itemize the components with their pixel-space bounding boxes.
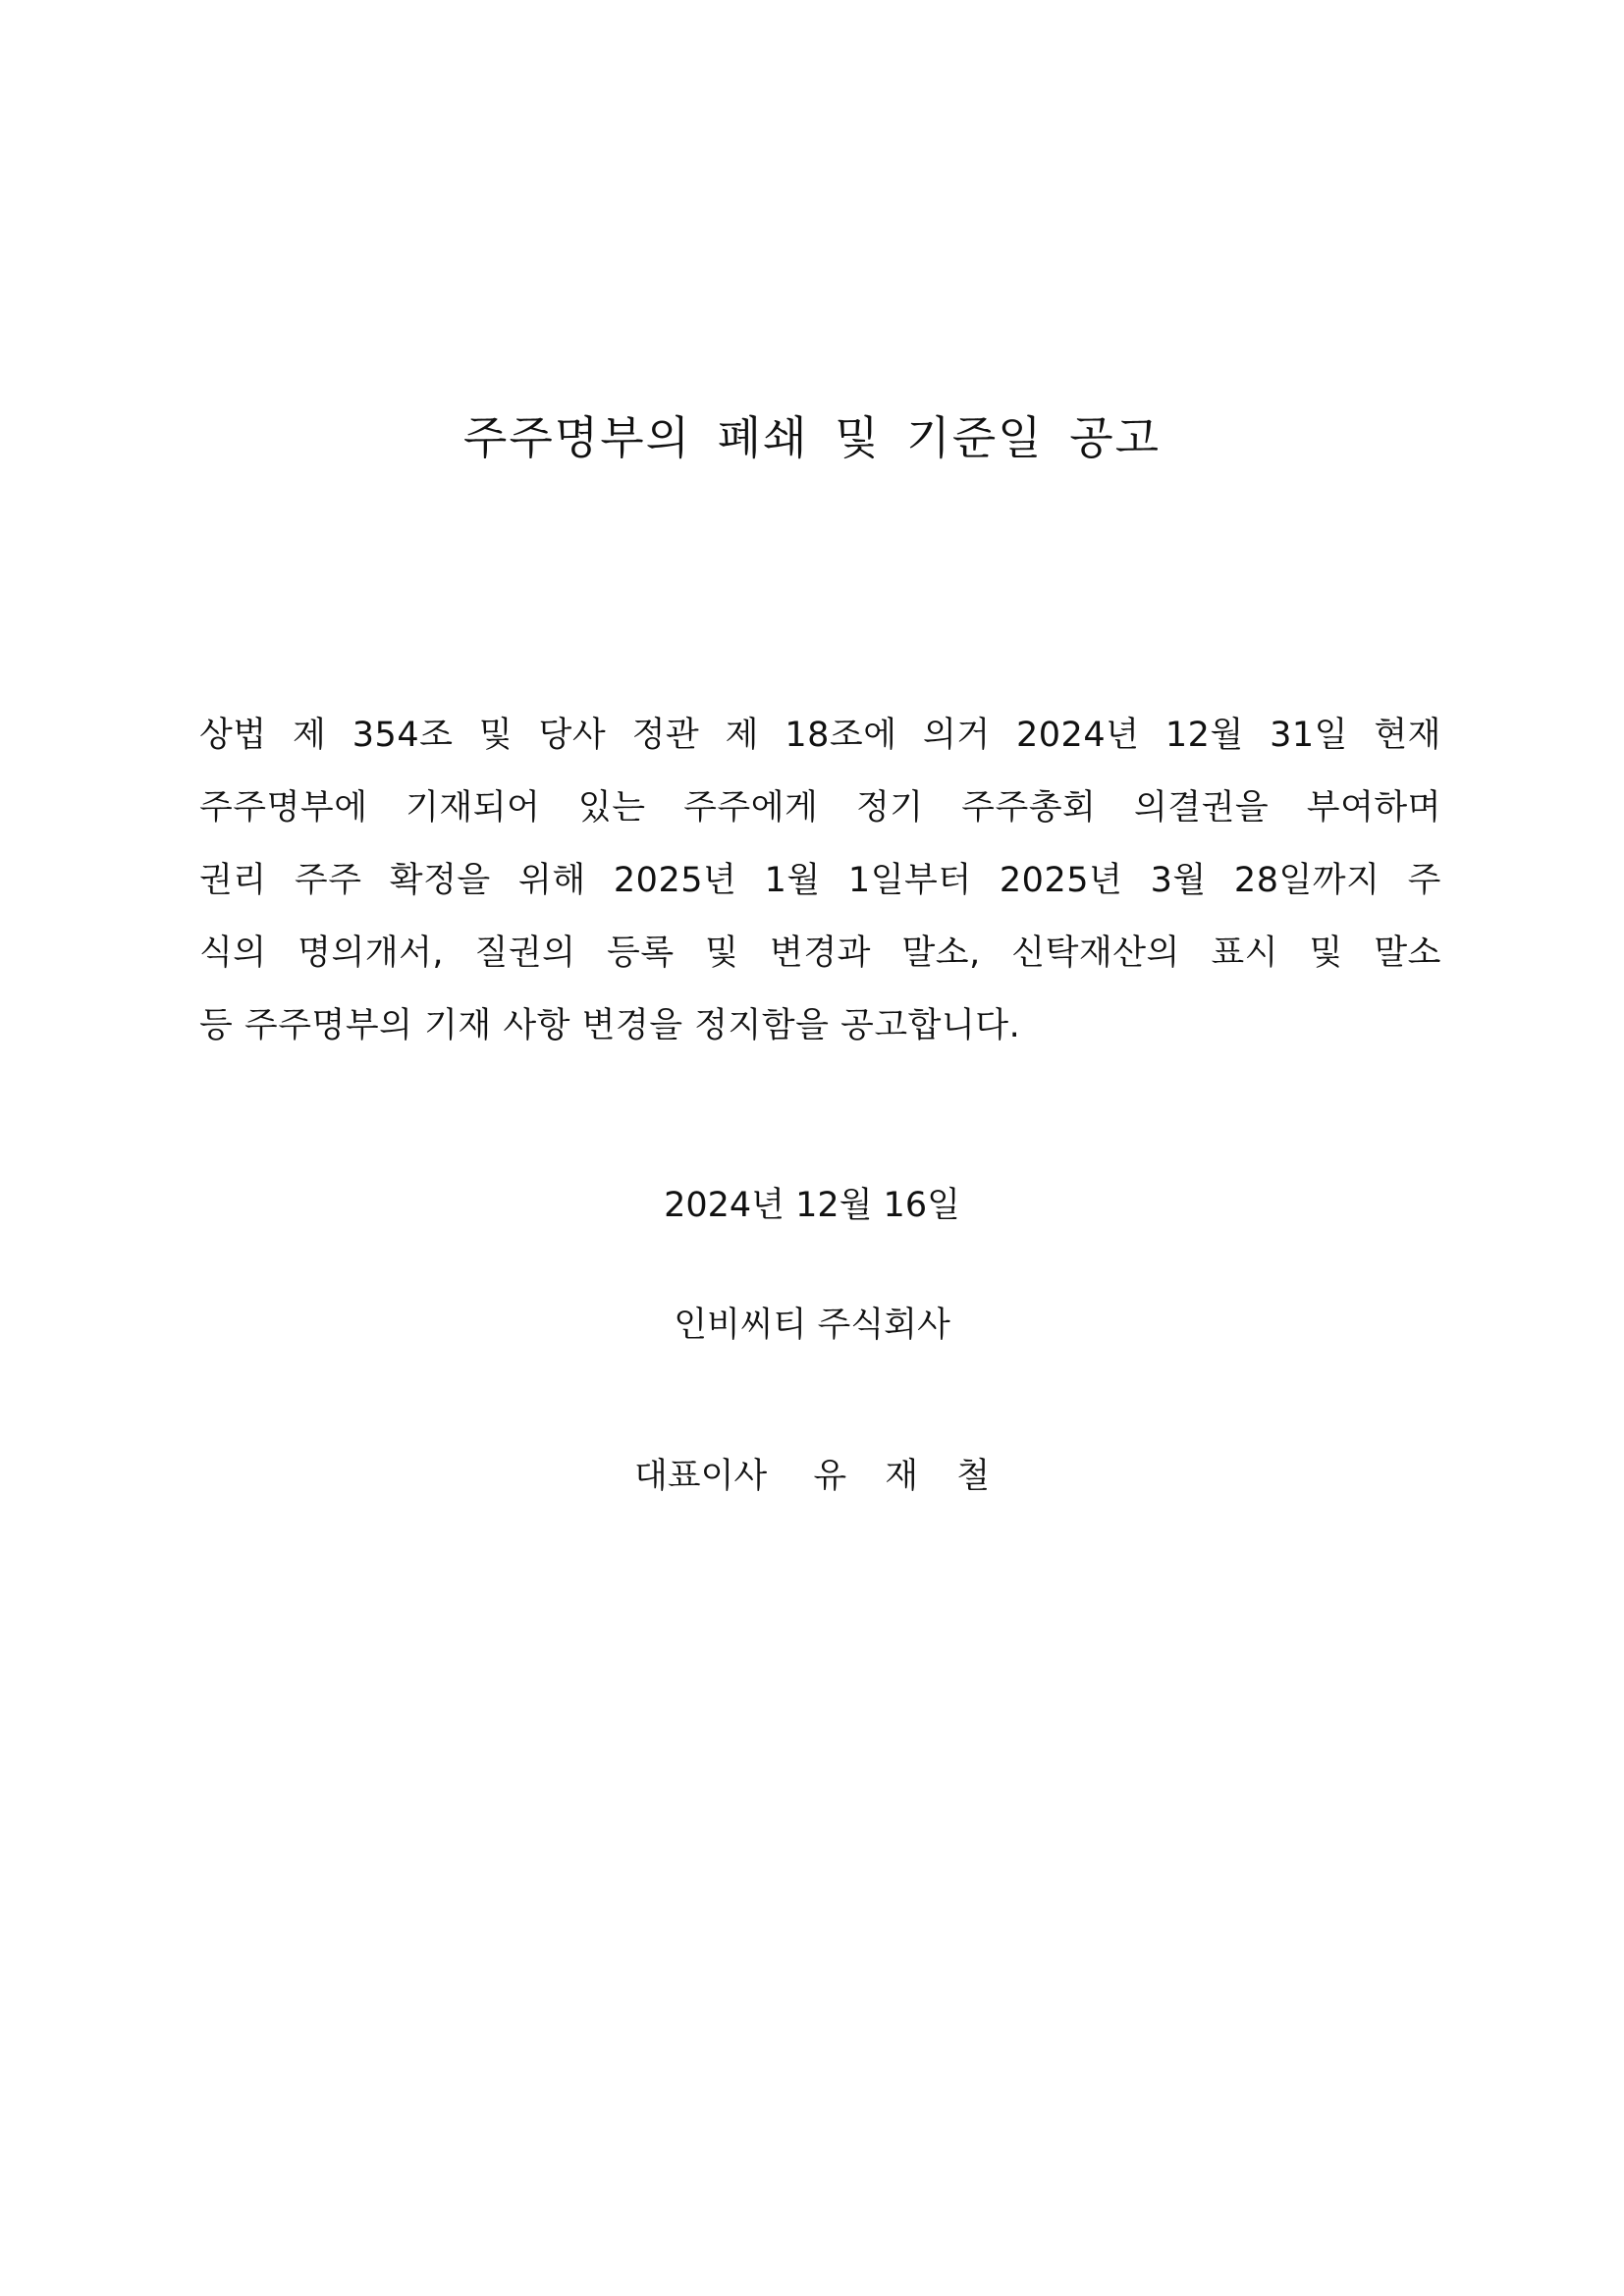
notice-body-line: 상법 제 354조 및 당사 정관 제 18조에 의거 2024년 12월 31일 현재 (199, 716, 1441, 755)
notice-title: 주주명부의 폐쇄 및 기준일 공고 (462, 411, 1162, 464)
notice-body-line: 권리 주주 확정을 위해 2025년 1월 1일부터 2025년 3월 28일까지 주 (199, 861, 1441, 900)
ceo-signature-line (0, 1449, 1624, 1498)
company-name: 인비씨티 주식회사 (674, 1306, 950, 1345)
notice-body-line: 등 주주명부의 기재 사항 변경을 정지함을 공고합니다. (199, 1006, 1021, 1045)
ceo-name: 유 재 철 (813, 1457, 991, 1496)
notice-body-line: 식의 명의개서, 질권의 등록 및 변경과 말소, 신탁재산의 표시 및 말소 (199, 934, 1441, 973)
notice-body (199, 699, 1441, 1062)
ceo-title: 대표이사 (633, 1457, 768, 1496)
notice-date: 2024년 12월 16일 (664, 1186, 960, 1225)
notice-body-line: 주주명부에 기재되어 있는 주주에게 정기 주주총회 의결권을 부여하며 (199, 788, 1441, 828)
